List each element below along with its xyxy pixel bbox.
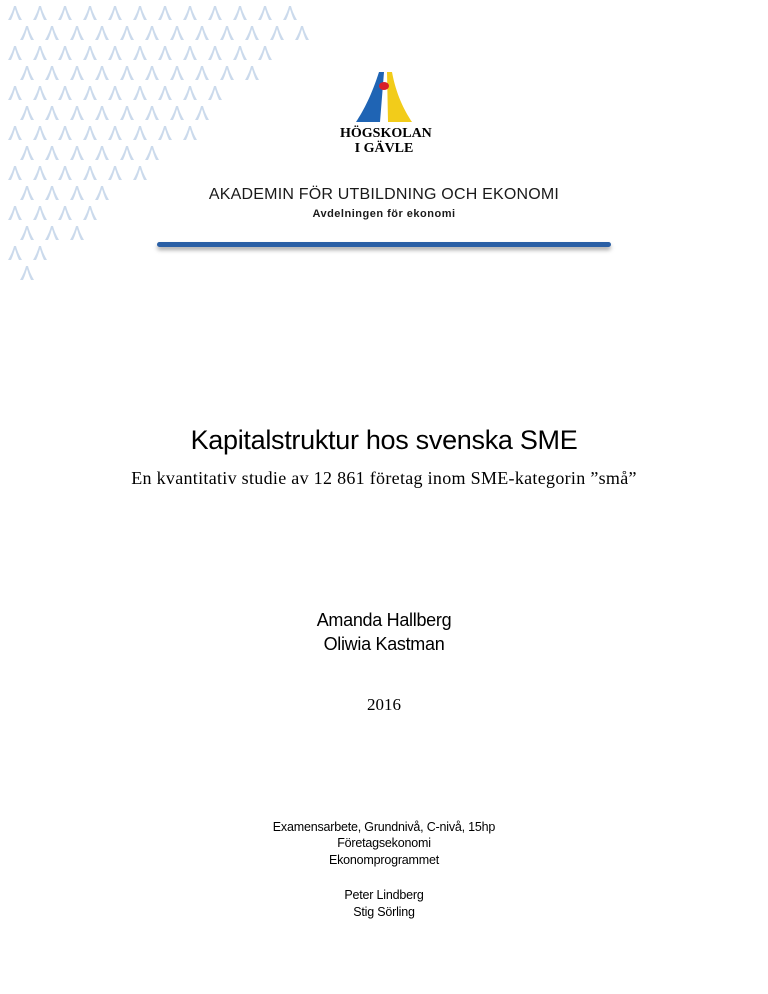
pattern-mark <box>208 46 222 60</box>
pattern-mark <box>245 26 259 40</box>
pattern-mark <box>20 66 34 80</box>
thesis-subject: Företagsekonomi <box>337 836 431 850</box>
pattern-mark <box>33 6 47 20</box>
pattern-mark <box>8 46 22 60</box>
author-name: Amanda Hallberg <box>316 610 452 630</box>
pattern-mark <box>33 126 47 140</box>
division-name: Avdelningen för ekonomi <box>312 208 456 220</box>
pattern-mark <box>183 6 197 20</box>
pattern-mark <box>170 106 184 120</box>
pattern-mark <box>170 26 184 40</box>
pattern-mark <box>83 6 97 20</box>
pattern-mark <box>45 66 59 80</box>
supervisor-name: Peter Lindberg <box>344 888 424 902</box>
pattern-mark <box>33 86 47 100</box>
pattern-mark <box>220 26 234 40</box>
pattern-mark <box>158 46 172 60</box>
pattern-mark <box>83 166 97 180</box>
pattern-mark <box>8 246 22 260</box>
pattern-mark <box>108 6 122 20</box>
pattern-mark <box>158 126 172 140</box>
academy-name: AKADEMIN FÖR UTBILDNING OCH EKONOMI <box>208 186 560 203</box>
pattern-mark <box>108 126 122 140</box>
author-name: Oliwia Kastman <box>323 634 445 654</box>
pattern-mark <box>258 46 272 60</box>
pattern-mark <box>70 106 84 120</box>
pattern-mark <box>145 146 159 160</box>
pattern-mark <box>20 26 34 40</box>
pattern-mark <box>70 146 84 160</box>
pattern-mark <box>33 246 47 260</box>
pattern-mark <box>33 46 47 60</box>
pattern-mark <box>58 166 72 180</box>
pattern-mark <box>70 26 84 40</box>
pattern-mark <box>8 166 22 180</box>
university-logo <box>340 70 432 160</box>
pattern-mark <box>83 46 97 60</box>
pattern-mark <box>133 86 147 100</box>
pattern-mark <box>95 26 109 40</box>
pattern-mark <box>183 86 197 100</box>
pattern-mark <box>133 126 147 140</box>
pattern-mark <box>245 66 259 80</box>
pattern-mark <box>195 26 209 40</box>
pattern-mark <box>145 66 159 80</box>
pattern-mark <box>283 6 297 20</box>
pattern-mark <box>83 126 97 140</box>
pattern-mark <box>183 126 197 140</box>
pattern-mark <box>108 46 122 60</box>
thesis-program: Ekonomprogrammet <box>328 853 440 867</box>
pattern-mark <box>20 266 34 280</box>
pattern-mark <box>233 6 247 20</box>
pattern-mark <box>58 86 72 100</box>
pattern-mark <box>20 106 34 120</box>
thesis-title: Kapitalstruktur hos svenska SME <box>190 425 578 455</box>
pattern-mark <box>20 146 34 160</box>
pattern-mark <box>58 6 72 20</box>
header-divider <box>157 242 611 247</box>
pattern-mark <box>108 166 122 180</box>
pattern-mark <box>220 66 234 80</box>
pattern-mark <box>170 66 184 80</box>
pattern-mark <box>233 46 247 60</box>
pattern-mark <box>133 166 147 180</box>
pattern-mark <box>58 126 72 140</box>
pattern-mark <box>158 86 172 100</box>
examiner-name: Stig Sörling <box>353 905 415 919</box>
logo-text-line1: HÖGSKOLAN <box>340 126 432 141</box>
pattern-mark <box>45 106 59 120</box>
pattern-mark <box>45 146 59 160</box>
pattern-mark <box>120 106 134 120</box>
pattern-mark <box>133 6 147 20</box>
pattern-mark <box>295 26 309 40</box>
pattern-mark <box>8 6 22 20</box>
pattern-mark <box>33 166 47 180</box>
pattern-mark <box>208 86 222 100</box>
pattern-mark <box>183 46 197 60</box>
pattern-mark <box>95 66 109 80</box>
logo-text-line2: I GÄVLE <box>354 141 414 156</box>
pattern-mark <box>120 26 134 40</box>
pattern-mark <box>158 6 172 20</box>
pattern-mark <box>70 66 84 80</box>
pattern-mark <box>208 6 222 20</box>
thesis-type: Examensarbete, Grundnivå, C-nivå, 15hp <box>272 820 496 834</box>
pattern-mark <box>8 126 22 140</box>
pattern-mark <box>133 46 147 60</box>
pattern-mark <box>45 226 59 240</box>
pattern-mark <box>145 106 159 120</box>
pattern-mark <box>95 106 109 120</box>
pattern-mark <box>145 26 159 40</box>
pattern-mark <box>95 146 109 160</box>
pattern-mark <box>258 6 272 20</box>
pattern-mark <box>120 66 134 80</box>
pattern-mark <box>120 146 134 160</box>
pattern-mark <box>270 26 284 40</box>
thesis-year: 2016 <box>367 695 401 714</box>
pattern-mark <box>108 86 122 100</box>
logo-emblem-icon <box>350 70 418 124</box>
thesis-subtitle: En kvantitativ studie av 12 861 företag inom SME-kategorin ”små” <box>131 468 637 488</box>
pattern-mark <box>45 26 59 40</box>
pattern-mark <box>83 86 97 100</box>
pattern-mark <box>20 226 34 240</box>
pattern-mark <box>58 46 72 60</box>
pattern-mark <box>70 226 84 240</box>
pattern-mark <box>8 86 22 100</box>
pattern-mark <box>195 106 209 120</box>
pattern-mark <box>195 66 209 80</box>
